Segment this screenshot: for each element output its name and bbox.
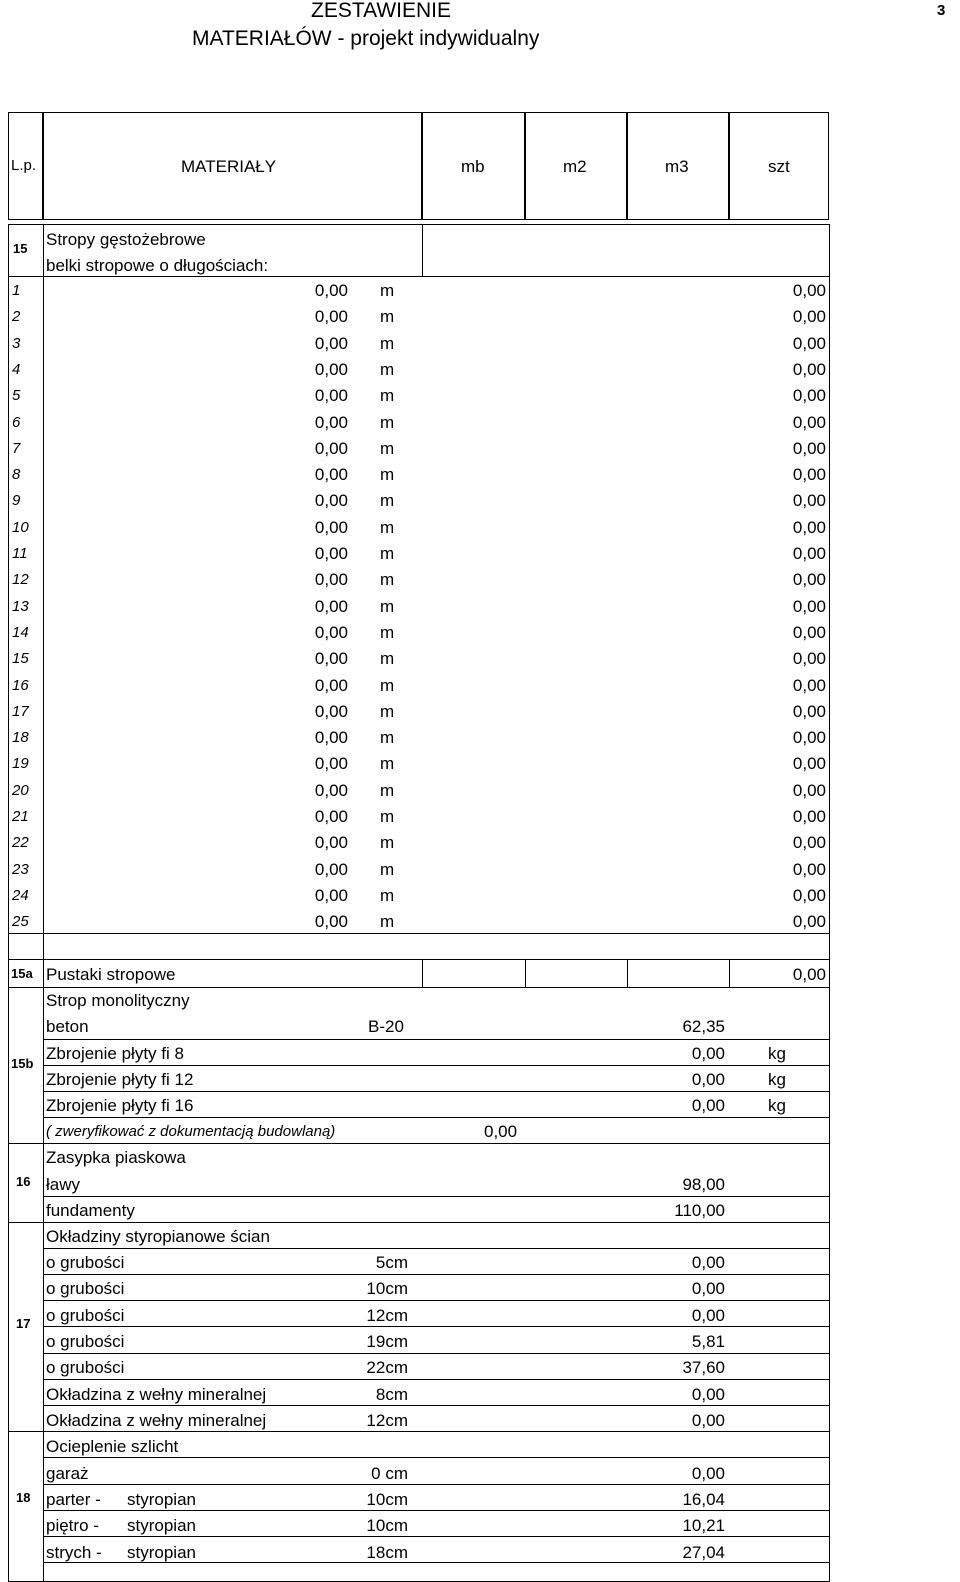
beam-length: 0,00 [314, 728, 348, 748]
beam-length: 0,00 [314, 386, 348, 406]
grid-line [43, 1091, 830, 1092]
row-value: 0,00 [792, 517, 826, 537]
beam-unit: m [380, 807, 395, 826]
beam-unit: m [380, 386, 395, 406]
beam-unit: m [380, 649, 395, 669]
row-value: 37,60 [682, 1358, 725, 1378]
row-value: 0,00 [792, 281, 826, 300]
section-number: 15 [13, 241, 28, 256]
document-title: ZESTAWIENIE [311, 0, 452, 22]
row-value: 16,04 [682, 1490, 725, 1510]
beam-unit: m [380, 544, 395, 563]
section-number: 15b [11, 1056, 34, 1071]
section-title: Ocieplenie szlicht [46, 1437, 179, 1456]
section-title: Stropy gęstożebrowe [46, 230, 206, 249]
section-title: Strop monolityczny [46, 991, 190, 1010]
row-index: 16 [12, 676, 29, 694]
beam-length: 0,00 [314, 359, 348, 379]
beam-length: 0,00 [314, 570, 348, 590]
beam-length: 0,00 [314, 412, 348, 432]
row-value: 0,00 [691, 1384, 725, 1404]
beam-unit: m [380, 359, 395, 379]
header-m2-label: m2 [563, 157, 587, 176]
row-index: 9 [12, 492, 21, 510]
beam-unit: m [380, 491, 395, 511]
row-thickness: 10cm [366, 1279, 408, 1299]
beam-length: 0,00 [314, 333, 348, 353]
row-value: 10,21 [682, 1516, 725, 1536]
grid-line [8, 933, 830, 934]
row-value: 0,00 [691, 1305, 725, 1325]
row-index: 25 [12, 913, 29, 931]
row-index: 21 [12, 808, 29, 825]
row-thickness: 8cm [375, 1384, 408, 1404]
header-cell-lp [8, 112, 43, 220]
page-number: 3 [937, 2, 946, 19]
row-value: 5,81 [691, 1331, 725, 1351]
row-thickness: 10cm [366, 1490, 408, 1510]
beam-length: 0,00 [314, 885, 348, 905]
row-label: strych - [46, 1542, 102, 1562]
grid-line [8, 276, 830, 277]
beam-unit: m [380, 701, 395, 721]
row-label: Okładzina z wełny mineralnej [46, 1410, 267, 1430]
row-material: styropian [127, 1516, 196, 1536]
row-index: 24 [12, 886, 29, 904]
row-value: 62,35 [682, 1017, 725, 1036]
row-thickness: 12cm [366, 1305, 408, 1325]
grid-line [43, 1510, 830, 1511]
header-cell-mb [422, 112, 525, 220]
grid-line [43, 1484, 830, 1485]
row-value: 0,00 [691, 1070, 725, 1089]
row-index: 11 [12, 545, 28, 562]
row-value: 0,00 [792, 833, 826, 853]
row-thickness: 10cm [366, 1516, 408, 1536]
beam-length: 0,00 [314, 807, 348, 826]
row-index: 14 [12, 623, 29, 641]
note-text: ( zweryfikować z dokumentacją budowlaną) [46, 1123, 336, 1140]
row-index: 1 [12, 282, 21, 299]
beam-unit: m [380, 622, 395, 642]
beam-unit: m [380, 517, 395, 537]
row-label: Zbrojenie płyty fi 16 [46, 1096, 194, 1115]
row-unit: kg [768, 1096, 786, 1115]
row-value: 0,00 [792, 965, 826, 984]
row-label: o grubości [46, 1305, 125, 1325]
header-cell-szt [729, 112, 829, 220]
row-label: fundamenty [46, 1201, 135, 1220]
beam-length: 0,00 [314, 754, 348, 774]
grid-line [43, 1117, 830, 1118]
beam-length: 0,00 [314, 491, 348, 511]
row-index: 17 [12, 702, 29, 720]
row-index: 13 [12, 597, 29, 615]
row-index: 8 [12, 466, 21, 484]
row-value: 0,00 [792, 675, 826, 695]
row-value: 0,00 [691, 1044, 725, 1063]
row-label: o grubości [46, 1331, 125, 1351]
row-index: 19 [12, 755, 29, 773]
grid-line [8, 959, 830, 960]
row-value: 98,00 [682, 1175, 725, 1194]
beam-length: 0,00 [314, 622, 348, 642]
row-label: ławy [46, 1175, 81, 1194]
row-value: 0,00 [792, 307, 826, 327]
beam-length: 0,00 [314, 675, 348, 695]
row-label: parter - [46, 1490, 101, 1510]
beam-unit: m [380, 596, 395, 616]
beam-unit: m [380, 412, 395, 432]
row-thickness: 19cm [366, 1331, 408, 1351]
row-label: Zbrojenie płyty fi 8 [46, 1044, 184, 1063]
row-value: 0,00 [792, 386, 826, 406]
beam-length: 0,00 [314, 701, 348, 721]
beam-unit: m [380, 885, 395, 905]
row-value: 0,00 [792, 728, 826, 748]
beam-length: 0,00 [314, 438, 348, 458]
header-cell-m2 [525, 112, 627, 220]
row-index: 15 [12, 650, 29, 668]
row-value: 0,00 [792, 859, 826, 879]
beam-length: 0,00 [314, 649, 348, 669]
beam-length: 0,00 [314, 859, 348, 879]
header-cell-m3 [627, 112, 729, 220]
row-value: 0,00 [792, 333, 826, 353]
row-label: o grubości [46, 1253, 125, 1272]
grid-line [43, 1353, 830, 1354]
section-number: 18 [16, 1490, 31, 1505]
grid-line [525, 959, 526, 987]
row-unit: kg [768, 1070, 786, 1089]
row-value: 0,00 [792, 622, 826, 642]
beam-length: 0,00 [314, 281, 348, 300]
grid-line [43, 1536, 830, 1537]
row-value: 0,00 [792, 570, 826, 590]
row-value: 110,00 [674, 1201, 725, 1220]
header-materialy-label: MATERIAŁY [181, 157, 277, 176]
row-value: 0,00 [792, 807, 826, 826]
row-value: 0,00 [792, 359, 826, 379]
grid-line [627, 959, 628, 987]
beam-unit: m [380, 754, 395, 774]
row-class: B-20 [368, 1017, 404, 1036]
section-number: 16 [16, 1174, 31, 1189]
beam-unit: m [380, 465, 395, 485]
row-index: 4 [12, 360, 21, 378]
row-label: beton [46, 1017, 89, 1036]
document-subtitle: MATERIAŁÓW - projekt indywidualny [192, 27, 540, 50]
header-szt-label: szt [768, 157, 790, 176]
row-index: 5 [12, 387, 21, 405]
row-value: 0,00 [691, 1464, 725, 1483]
beam-length: 0,00 [314, 912, 348, 932]
row-value: 0,00 [792, 885, 826, 905]
row-value: 0,00 [691, 1096, 725, 1115]
beam-unit: m [380, 780, 395, 800]
beam-length: 0,00 [314, 833, 348, 853]
header-mb-label: mb [461, 157, 485, 176]
grid-line [8, 987, 830, 988]
beam-unit: m [380, 281, 395, 300]
row-value: 0,00 [691, 1410, 725, 1430]
row-index: 12 [12, 571, 29, 589]
row-value: 0,00 [691, 1279, 725, 1299]
row-index: 2 [12, 308, 21, 326]
row-thickness: 0 cm [371, 1464, 408, 1483]
row-material: styropian [127, 1542, 196, 1562]
grid-line [422, 959, 423, 987]
header-m3-label: m3 [665, 157, 689, 176]
grid-line [43, 1300, 830, 1301]
row-value: 0,00 [792, 701, 826, 721]
note-value: 0,00 [484, 1122, 518, 1141]
row-value: 0,00 [792, 412, 826, 432]
grid-line [43, 1065, 830, 1066]
row-thickness: 22cm [366, 1358, 408, 1378]
grid-line [422, 224, 423, 276]
row-value: 0,00 [792, 780, 826, 800]
row-label: garaż [46, 1464, 89, 1483]
section-number: 17 [16, 1316, 31, 1331]
grid-line [8, 1222, 830, 1223]
row-value: 0,00 [792, 491, 826, 511]
grid-line [8, 1431, 830, 1432]
row-index: 18 [12, 729, 29, 747]
row-label: Okładzina z wełny mineralnej [46, 1384, 267, 1404]
beam-length: 0,00 [314, 596, 348, 616]
header-lp-label: L.p. [11, 157, 37, 174]
header-cell-materialy [43, 112, 422, 220]
grid-line [43, 1196, 830, 1197]
beam-unit: m [380, 307, 395, 327]
row-value: 0,00 [792, 754, 826, 774]
beam-unit: m [380, 675, 395, 695]
row-value: 27,04 [682, 1542, 725, 1562]
row-index: 7 [12, 439, 21, 457]
row-material: styropian [127, 1490, 196, 1510]
beam-unit: m [380, 333, 395, 353]
section-number: 15a [11, 966, 33, 981]
row-value: 0,00 [792, 912, 826, 932]
beam-unit: m [380, 570, 395, 590]
grid-line [8, 224, 830, 225]
row-index: 22 [12, 834, 29, 852]
section-title: Zasypka piaskowa [46, 1148, 186, 1167]
beam-unit: m [380, 438, 395, 458]
row-thickness: 5cm [375, 1253, 408, 1272]
row-value: 0,00 [792, 596, 826, 616]
grid-line [43, 1379, 830, 1380]
row-label: Zbrojenie płyty fi 12 [46, 1070, 194, 1089]
row-unit: kg [768, 1044, 786, 1063]
row-index: 6 [12, 413, 21, 431]
row-index: 20 [12, 781, 29, 799]
grid-line [43, 1274, 830, 1275]
grid-line [43, 1562, 830, 1563]
row-label: o grubości [46, 1279, 125, 1299]
row-label: piętro - [46, 1516, 99, 1536]
row-value: 0,00 [792, 465, 826, 485]
row-index: 23 [12, 860, 29, 878]
beam-length: 0,00 [314, 465, 348, 485]
row-thickness: 12cm [366, 1410, 408, 1430]
row-index: 3 [12, 334, 21, 352]
beam-length: 0,00 [314, 517, 348, 537]
beam-unit: m [380, 912, 395, 932]
grid-line [8, 224, 9, 1582]
grid-line [43, 1326, 830, 1327]
section-subtitle: belki stropowe o długościach: [46, 256, 269, 275]
row-label: o grubości [46, 1358, 125, 1378]
row-index: 10 [12, 518, 29, 536]
section-title: Okładziny styropianowe ścian [46, 1227, 270, 1246]
row-thickness: 18cm [366, 1542, 408, 1562]
beam-length: 0,00 [314, 307, 348, 327]
grid-line [43, 1457, 830, 1458]
beam-length: 0,00 [314, 780, 348, 800]
beam-unit: m [380, 728, 395, 748]
grid-line [43, 1405, 830, 1406]
beam-unit: m [380, 833, 395, 853]
row-value: 0,00 [691, 1253, 725, 1272]
grid-line [43, 1248, 830, 1249]
grid-line [43, 1039, 830, 1040]
grid-line [8, 1143, 830, 1144]
row-value: 0,00 [792, 544, 826, 563]
beam-unit: m [380, 859, 395, 879]
row-value: 0,00 [792, 649, 826, 669]
beam-length: 0,00 [314, 544, 348, 563]
row-value: 0,00 [792, 438, 826, 458]
row-label: Pustaki stropowe [46, 965, 176, 984]
